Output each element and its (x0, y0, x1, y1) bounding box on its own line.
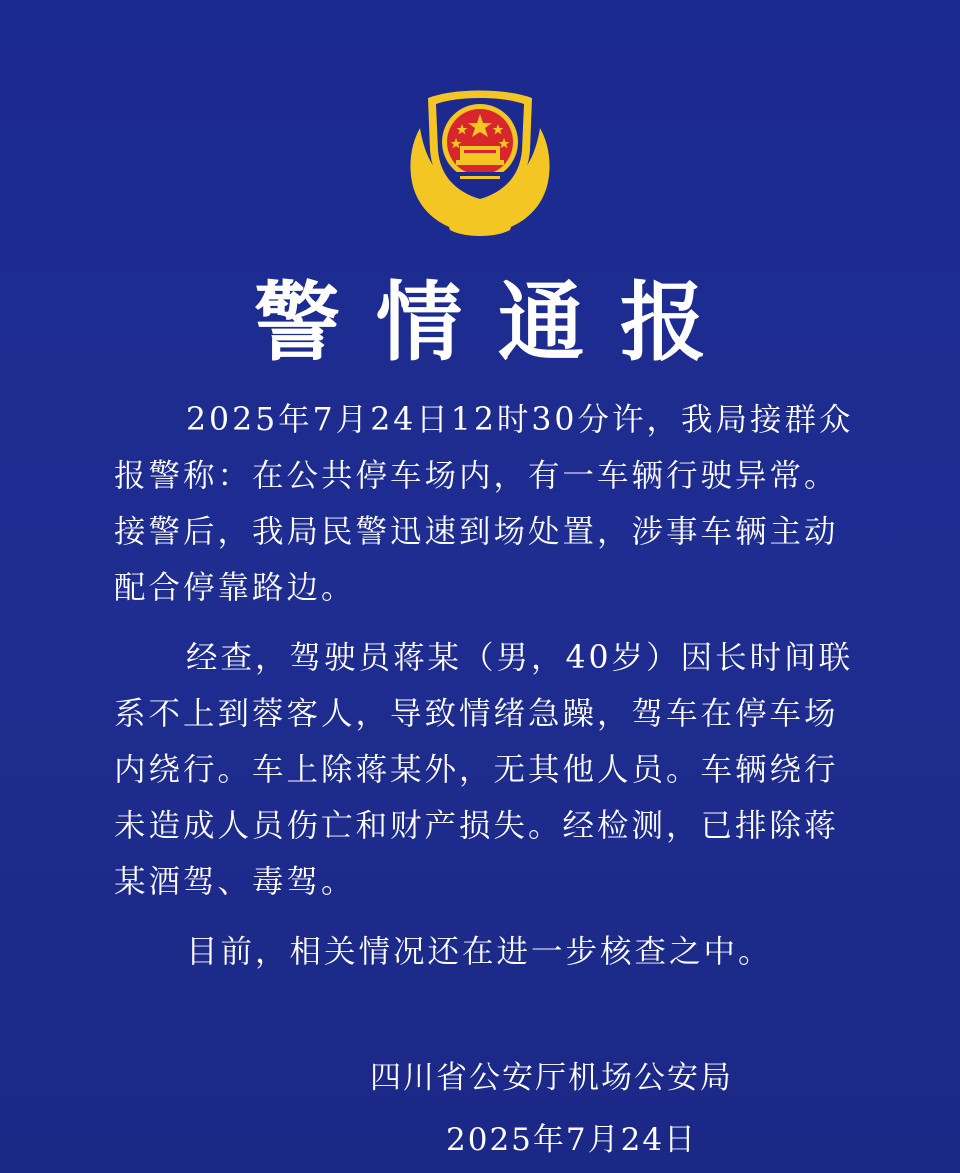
notice-title: 警情通报 (254, 273, 742, 373)
notice-paragraph: 2025年7月24日12时30分许，我局接群众报警称：在公共停车场内，有一车辆行驶异常。接警后，我局民警迅速到场处置，涉事车辆主动配合停靠路边。 (114, 402, 854, 606)
notice-paragraph: 目前，相关情况还在进一步核查之中。 (186, 934, 773, 970)
issuer-name: 四川省公安厅机场公安局 (370, 1060, 733, 1096)
issue-date: 2025年7月24日 (446, 1122, 698, 1158)
notice-paragraph: 经查，驾驶员蒋某（男，40岁）因长时间联系不上到蓉客人，导致情绪急躁，驾车在停车场内绕行。车上除蒋某外，无其他人员。车辆绕行未造成人员伤亡和财产损失。经检测，已排除蒋某酒驾、毒驾。 (114, 640, 854, 900)
police-emblem-icon (404, 84, 556, 240)
notice-body (114, 392, 854, 980)
